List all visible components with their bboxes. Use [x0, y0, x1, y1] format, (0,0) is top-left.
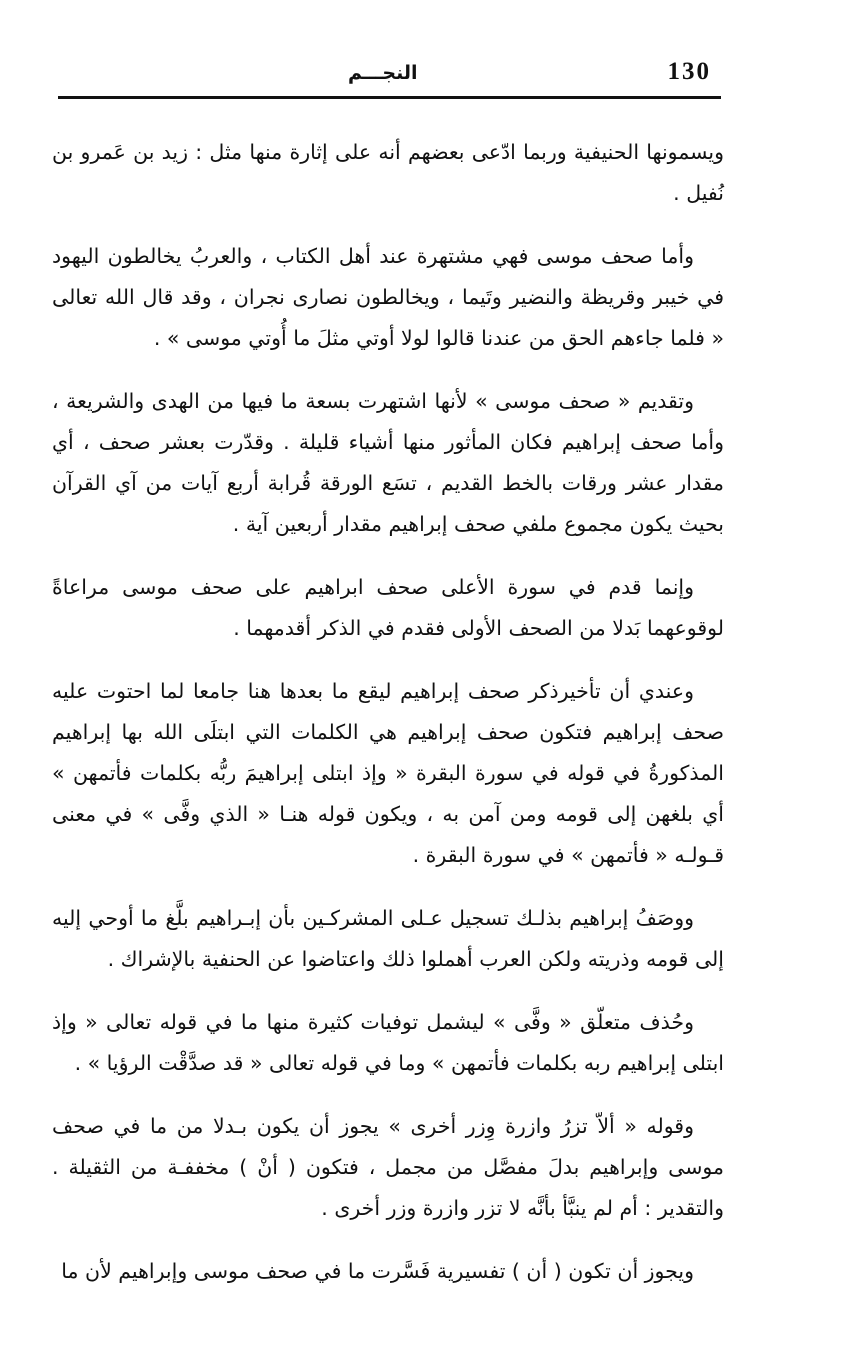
- paragraph: وتقديم « صحف موسى » لأنها اشتهرت بسعة ما فيها من الهدى والشريعة ، وأما صحف إبراهيم فكان المأثور منها أشياء قليلة . وقدّرت بعشر صحف ، أي مقدار عشر ورقات بالخط القديم ، تسَع الورقة قُرابة أربع آيات من آي القرآن بحيث يكون مجموع ملفي صحف إبراهيم مقدار أربعين آية .: [52, 389, 724, 536]
- page-number: 130: [667, 58, 711, 85]
- page-header: [58, 52, 721, 92]
- paragraph: وعندي أن تأخيرذكر صحف إبراهيم ليقع ما بعدها هنا جامعا لما احتوت عليه صحف إبراهيم فتكون صحف إبراهيم هي الكلمات التي ابتلَى الله بها إبراهيم المذكورةُ في قوله في سورة البقرة « وإذ ابتلى إبراهيمَ ربُّه بكلمات فأتمهن » أي بلغهن إلى قومه ومن آمن به ، ويكون قوله هنـا « الذي وفَّى » في معنى قـولـه « فأتمهن » في سورة البقرة .: [52, 679, 724, 867]
- paragraph: ووصَفُ إبراهيم بذلـك تسجيل عـلى المشركـين بأن إبـراهيم بلَّغ ما أوحي إليه إلى قومه وذريته ولكن العرب أهملوا ذلك واعتاضوا عن الحنفية بالإشراك .: [52, 906, 724, 971]
- paragraph: ويسمونها الحنيفية وربما ادّعى بعضهم أنه على إثارة منها مثل : زيد بن عَمرو بن نُفيل .: [52, 140, 724, 205]
- paragraph: ويجوز أن تكون ( أن ) تفسيرية فَسَّرت ما في صحف موسى وإبراهيم لأن ما: [61, 1259, 694, 1283]
- body-text: [52, 132, 724, 1314]
- paragraph: وقوله « ألاّ تزرُ وازرة وِزر أخرى » يجوز أن يكون بـدلا من ما في صحف موسى وإبراهيم بدلَ مفصَّل من مجمل ، فتكون ( أنْ ) مخففـة من الثقيلة . والتقدير : أم لم ينبَّأ بأنَّه لا تزر وازرة وزر أخرى .: [52, 1114, 724, 1220]
- header-rule: [58, 96, 721, 99]
- paragraph: وإنما قدم في سورة الأعلى صحف ابراهيم على صحف موسى مراعاةً لوقوعهما بَدلا من الصحف الأولى فقدم في الذكر أقدمهما .: [52, 575, 724, 640]
- running-title: النجـــم: [348, 62, 418, 84]
- paragraph: وأما صحف موسى فهي مشتهرة عند أهل الكتاب ، والعربُ يخالطون اليهود في خيبر وقريظة والنضير وتَيما ، ويخالطون نصارى نجران ، وقد قال الله تعالى « فلما جاءهم الحق من عندنا قالوا لولا أوتي مثلَ ما أُوتي موسى » .: [52, 244, 724, 350]
- paragraph: وحُذف متعلّق « وفَّى » ليشمل توفيات كثيرة منها ما في قوله تعالى « وإذ ابتلى إبراهيم ربه بكلمات فأتمهن » وما في قوله تعالى « قد صدَّقْت الرؤيا » .: [52, 1010, 724, 1075]
